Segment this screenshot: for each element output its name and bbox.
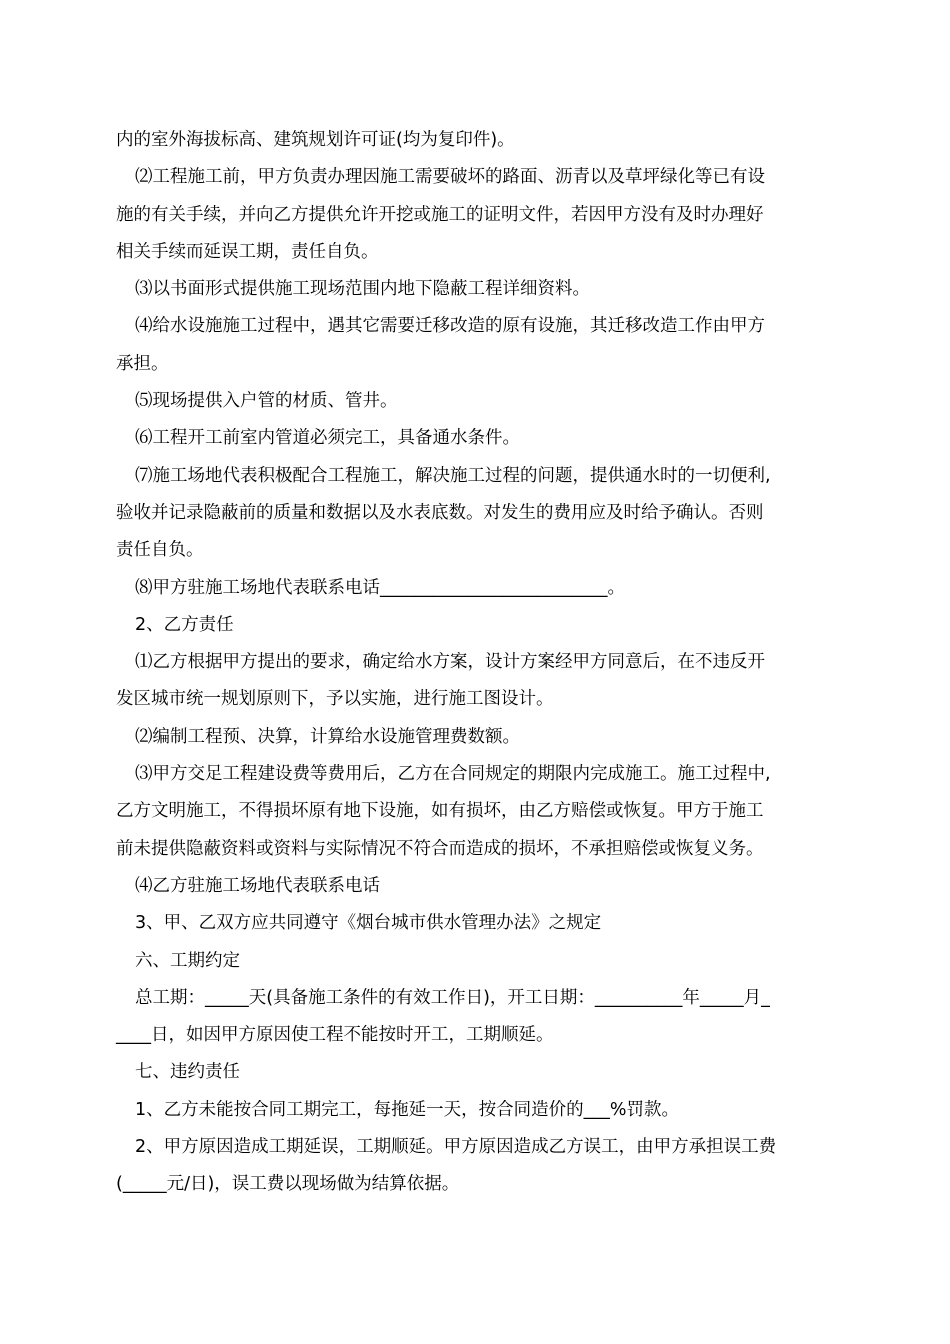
- paragraph-line: 相关手续而延误工期，责任自负。: [116, 241, 379, 262]
- paragraph-line: 内的室外海拔标高、建筑规划许可证(均为复印件)。: [116, 130, 515, 150]
- paragraph-line: 承担。: [116, 353, 169, 374]
- paragraph-line: ⑴乙方根据甲方提出的要求，确定给水方案，设计方案经甲方同意后，在不违反开: [135, 652, 765, 673]
- document-body: [116, 122, 838, 1204]
- paragraph-line: 1、乙方未能按合同工期完工，每拖延一天，按合同造价的___%罚款。: [135, 1099, 680, 1120]
- paragraph-line: ⑶以书面形式提供施工现场范围内地下隐蔽工程详细资料。: [135, 279, 590, 300]
- paragraph-line: ⑸现场提供入户管的材质、管井。: [135, 391, 398, 412]
- paragraph-line: ____日，如因甲方原因使工程不能按时开工，工期顺延。: [116, 1025, 554, 1046]
- paragraph-line: ⑶甲方交足工程建设费等费用后，乙方在合同规定的期限内完成施工。施工过程中,: [135, 764, 771, 785]
- paragraph-line: 责任自负。: [116, 540, 204, 561]
- paragraph-line: ⑹工程开工前室内管道必须完工，具备通水条件。: [135, 428, 520, 449]
- section-heading: 七、违约责任: [135, 1062, 240, 1083]
- section-heading: 2、乙方责任: [135, 614, 234, 635]
- paragraph-line: 前未提供隐蔽资料或资料与实际情况不符合而造成的损坏，不承担赔偿或恢复义务。: [116, 838, 764, 859]
- paragraph-line: ⑵编制工程预、决算，计算给水设施管理费数额。: [135, 726, 520, 747]
- paragraph-line: 总工期：_____天(具备施工条件的有效工作日)，开工日期：__________年_____月_: [135, 987, 770, 1008]
- paragraph-line: ⑻甲方驻施工场地代表联系电话__________________________。: [135, 577, 625, 598]
- paragraph-line: (_____元/日)，误工费以现场做为结算依据。: [116, 1174, 460, 1195]
- paragraph-line: 发区城市统一规划原则下，予以实施，进行施工图设计。: [116, 689, 554, 710]
- paragraph-line: ⑺施工场地代表积极配合工程施工，解决施工过程的问题，提供通水时的一切便利,: [135, 465, 771, 486]
- paragraph-line: 施的有关手续，并向乙方提供允许开挖或施工的证明文件，若因甲方没有及时办理好: [116, 204, 764, 225]
- section-heading: 六、工期约定: [135, 950, 240, 971]
- paragraph-line: 2、甲方原因造成工期延误，工期顺延。甲方原因造成乙方误工，由甲方承担误工费: [135, 1137, 777, 1158]
- paragraph-line: ⑷给水设施施工过程中，遇其它需要迁移改造的原有设施，其迁移改造工作由甲方: [135, 316, 765, 337]
- paragraph-line: ⑷乙方驻施工场地代表联系电话: [135, 875, 380, 896]
- paragraph-line: 3、甲、乙双方应共同遵守《烟台城市供水管理办法》之规定: [135, 913, 602, 934]
- paragraph-line: 验收并记录隐蔽前的质量和数据以及水表底数。对发生的费用应及时给予确认。否则: [116, 502, 764, 523]
- paragraph-line: 乙方文明施工，不得损坏原有地下设施，如有损坏，由乙方赔偿或恢复。甲方于施工: [116, 801, 764, 822]
- paragraph-line: ⑵工程施工前，甲方负责办理因施工需要破坏的路面、沥青以及草坪绿化等已有设: [135, 167, 765, 188]
